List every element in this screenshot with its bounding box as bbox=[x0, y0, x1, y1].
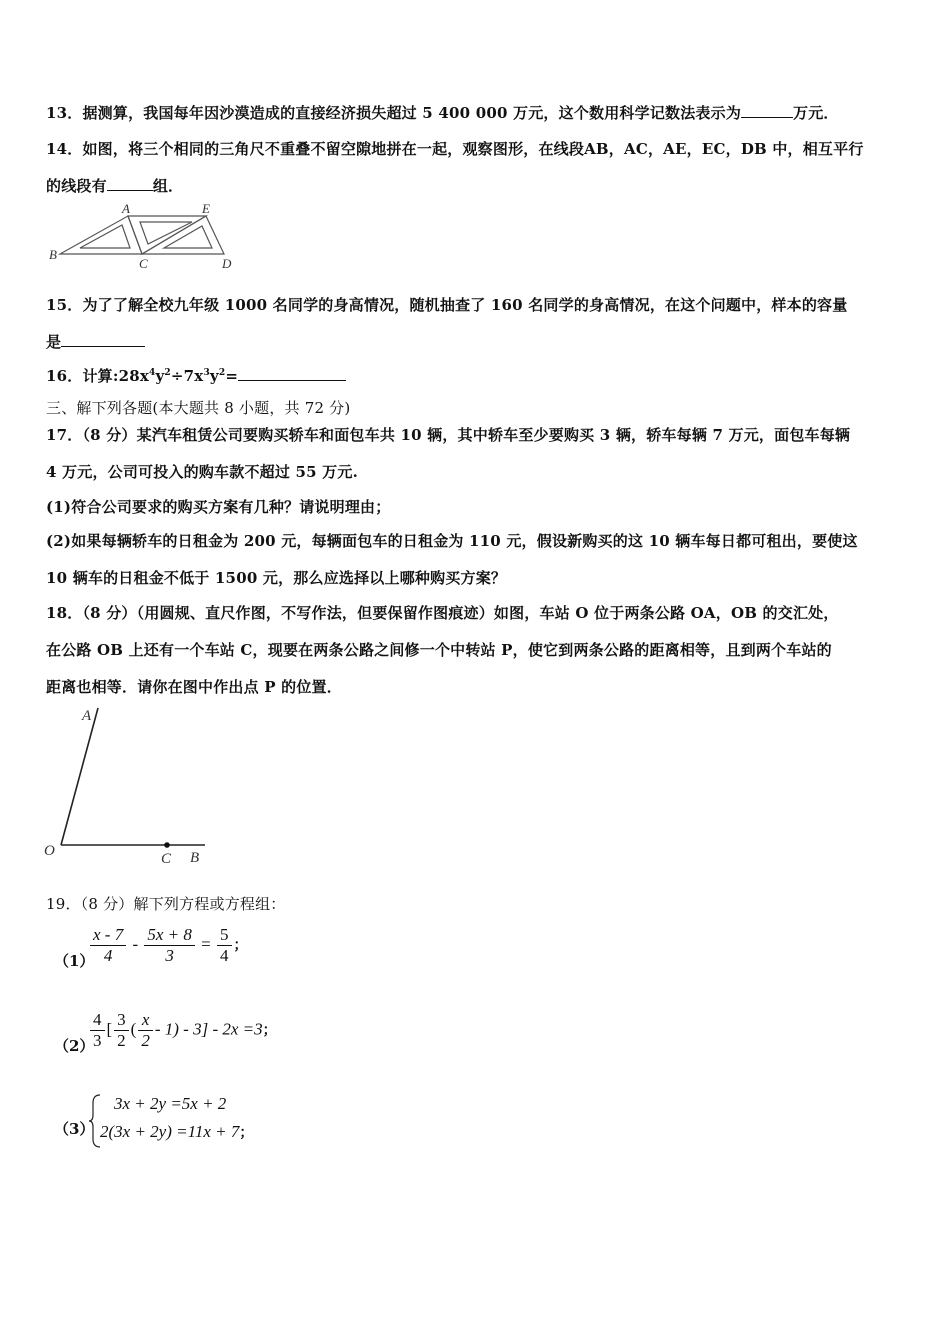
equals-sign: = bbox=[201, 934, 211, 954]
label-B: B bbox=[49, 247, 57, 262]
q13-blank bbox=[741, 103, 793, 118]
station-C-dot bbox=[164, 842, 170, 848]
q19-part3-label: （3） bbox=[54, 1120, 95, 1138]
fraction-3-2 bbox=[114, 1010, 129, 1051]
q13-text: 13．据测算，我国每年因沙漠造成的直接经济损失超过 5 400 000 万元，这个数用科学记数法表示为 bbox=[46, 104, 742, 122]
label-C: C bbox=[139, 256, 148, 271]
question-14-line2 bbox=[46, 175, 183, 196]
q16-exp2: 2 bbox=[164, 368, 171, 378]
question-14-line1: 14．如图，将三个相同的三角尺不重叠不留空隙地拼在一起，观察图形，在线段AB，AC，AE，EC，DB 中，相互平行 bbox=[46, 140, 864, 158]
q19-part2-label: （2） bbox=[54, 1037, 95, 1055]
question-13 bbox=[46, 102, 839, 123]
frac2-num: 5x + 8 bbox=[144, 925, 195, 946]
equation-rest: - 1) - 3] - 2x =3 bbox=[154, 1019, 263, 1039]
end-mark: ； bbox=[233, 938, 248, 954]
question-17-part2-line1: (2)如果每辆轿车的日租金为 200 元，每辆面包车的日租金为 110 元，假设新购买的这 10 辆车每日都可租出，要使这 bbox=[46, 532, 858, 550]
frac1-den: 4 bbox=[103, 946, 113, 965]
question-17-part2-line2: 10 辆车的日租金不低于 1500 元，那么应选择以上哪种购买方案？ bbox=[46, 569, 507, 587]
q15-text: 是 bbox=[46, 333, 62, 351]
road-OA bbox=[61, 708, 98, 845]
q16-prefix: 16．计算:28x bbox=[46, 367, 150, 385]
system-row-2-text: 2(3x + 2y) =11x + 7 bbox=[100, 1122, 240, 1141]
frac-den: 2 bbox=[141, 1031, 150, 1050]
q16-y2: y bbox=[209, 367, 219, 385]
label-C: C bbox=[161, 851, 172, 867]
q14-text-b: 组． bbox=[152, 177, 184, 195]
q16-exp4: 2 bbox=[218, 368, 226, 378]
q16-exp1: 4 bbox=[149, 368, 156, 378]
label-O: O bbox=[44, 843, 55, 859]
label-D: D bbox=[222, 256, 232, 271]
question-19-title: 19．（8 分）解下列方程或方程组： bbox=[46, 895, 286, 913]
system-row-2 bbox=[100, 1122, 253, 1142]
end-mark: ； bbox=[239, 1126, 254, 1141]
section-3-title: 三、解下列各题(本大题共 8 小题，共 72 分) bbox=[46, 399, 351, 417]
question-17-part1: (1)符合公司要求的购买方案有几种？请说明理由； bbox=[46, 498, 391, 516]
label-A: A bbox=[82, 708, 92, 724]
q19-part1-label: （1） bbox=[54, 952, 95, 970]
question-16 bbox=[46, 365, 346, 386]
triangle-rulers-figure bbox=[46, 202, 246, 272]
question-18-line1: 18．（8 分）（用圆规、直尺作图，不写作法，但要保留作图痕迹）如图，车站 O 位于两条公路 OA，OB 的交汇处， bbox=[46, 604, 839, 622]
question-15-line1: 15．为了了解全校九年级 1000 名同学的身高情况，随机抽查了 160 名同学的身高情况，在这个问题中，样本的容量 bbox=[46, 296, 848, 314]
q16-eq: = bbox=[225, 367, 239, 385]
bracket-open: [ bbox=[106, 1019, 113, 1039]
frac1-num: x - 7 bbox=[90, 925, 126, 946]
question-18-line2: 在公路 OB 上还有一个车站 C，现要在两条公路之间修一个中转站 P，使它到两条公路的距离相等，且到两个车站的 bbox=[46, 641, 832, 659]
q15-blank bbox=[61, 332, 145, 347]
question-17-line2: 4 万元，公司可投入的购车款不超过 55 万元. bbox=[46, 463, 359, 481]
q14-blank bbox=[107, 176, 153, 191]
question-15-line2 bbox=[46, 331, 145, 352]
fraction-2 bbox=[144, 925, 195, 966]
fraction-4-3 bbox=[90, 1010, 105, 1051]
paren-open: ( bbox=[130, 1019, 137, 1039]
q13-tail: 万元． bbox=[793, 104, 839, 122]
frac3-den: 4 bbox=[220, 946, 229, 965]
label-A: A bbox=[122, 202, 130, 216]
q19-equation-2 bbox=[88, 1010, 277, 1051]
question-17-line1: 17．（8 分）某汽车租赁公司要购买轿车和面包车共 10 辆，其中轿车至少要购买 3 辆，轿车每辆 7 万元，面包车每辆 bbox=[46, 426, 851, 444]
q19-equation-1 bbox=[88, 925, 248, 966]
q16-y1: y bbox=[155, 367, 165, 385]
label-E: E bbox=[202, 202, 210, 216]
fraction-1 bbox=[90, 925, 126, 966]
q16-mid: ÷7x bbox=[170, 367, 204, 385]
frac-num: 4 bbox=[90, 1010, 105, 1031]
fraction-x-2 bbox=[138, 1010, 153, 1051]
triangle-2-inner bbox=[140, 222, 192, 244]
frac-num: 3 bbox=[114, 1010, 129, 1031]
frac-den: 3 bbox=[93, 1031, 102, 1050]
frac-den: 2 bbox=[117, 1031, 126, 1050]
question-18-line3: 距离也相等．请你在图中作出点 P 的位置． bbox=[46, 678, 342, 696]
frac2-den: 3 bbox=[165, 946, 174, 965]
end-mark: ； bbox=[262, 1023, 277, 1039]
system-row-1: 3x + 2y =5x + 2 bbox=[114, 1094, 227, 1113]
fraction-3 bbox=[217, 925, 232, 966]
q16-blank bbox=[238, 366, 346, 381]
minus-sign: - bbox=[132, 934, 139, 954]
frac-num: x bbox=[138, 1010, 153, 1031]
q14-text-a: 的线段有 bbox=[46, 177, 107, 195]
frac3-num: 5 bbox=[217, 925, 232, 946]
q16-exp3: 3 bbox=[203, 368, 210, 378]
label-B: B bbox=[190, 850, 200, 866]
angle-figure bbox=[40, 700, 220, 870]
